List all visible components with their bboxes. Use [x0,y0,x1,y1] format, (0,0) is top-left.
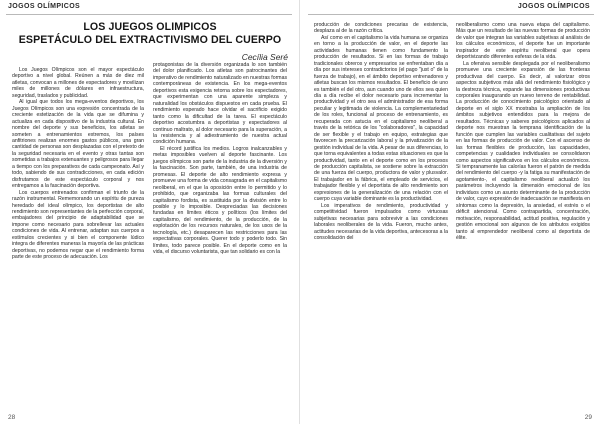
right-column-2 [456,22,590,413]
paragraph: El récord justifica los medios. Logros inalcanzables y metas imposibles vuelven al deporte fascinante. Los juegos olímpicos son parte de la industria de la diversión y la fascinación. Son parte, también, de una industria de promesas. El deporte de alto rendimiento expresa y promueve una forma de vida consagrada en el capitalismo neoliberal, en el que la oposición entre lo permitido y lo prohibido, que organizaba las formas culturales del capitalismo fordista, es sustituida por la división entre lo posible y lo imposible. Despreciadas las decisiones fundadas en límites éticos y políticos (los límites del capitalismo, del rendimiento, de la producción, de la explotación de los recursos naturales, de los usos de la tecnología, etc.) desaparecen las restricciones para las expectativas corporales. Querer todo y poderlo todo. Sin límites, todo parece posible. En el deporte como en la vida, el discurso voluntarista, que tan solidario es con la [153,145,287,256]
right-header-title: JOGOS OLÍMPICOS [517,3,590,10]
right-page-number: 29 [584,414,592,421]
paragraph: Los imperativos de rendimiento, productividad y competitividad fueron impulsados como virtuosas subjetivas necesarias para sobrevivir a las condiciones laborales neoliberales de la vida. Fueron, mucho antes, actitudes necesarias de la vida deportiva, antecesoras a la consolidación del [314,202,448,241]
right-column-1 [314,22,448,413]
paragraph: protagonistas de la diversión organizada lo son también del dolor planificado. Los atletas son patrocinantes del imperativo de rendimiento naturalizado en nuestras formas contemporáneas de existencia. En los mega-eventos deportivos esta exigencia retorna sobre los espectadores, que experimentan con una aparente simpleza y naturalidad los obstáculos dispuestos en cada prueba. El rendimiento esperado hace olvidar el sacrificio exigido tanto como la dificultad de la tarea. El espectáculo deportivo acostumbra a deportistas y espectadores al continuo maltrato, al dolor necesario para la superación, a la resistencia y al adiestramiento de nuestra actual condición humana. [153,62,288,146]
paragraph: Los Juegos Olímpicos son el mayor espectáculo deportivo a nivel global. Reúnen a más de diez mil atletas, convocan a millones de espectadores y movilizan miles de millones de dólares en infraestructura, seguridad, traslados y publicidad. [12,67,144,99]
left-column-2 [153,62,287,413]
left-column-1 [12,67,144,413]
right-page [300,0,600,424]
paragraph: Al igual que todos los mega-eventos deportivos, los Juegos Olímpicos son una expresión concentrada de la creciente estetización de la vida que se difumina y actualiza en cada dispositivo de la industria cultural. En nombre del deporte y sus beneficios, los atletas se someten a entrenamientos extremos, los países anfitriones realizan enormes gastos públicos, una gran cantidad de personas son desplazadas con el pretexto de la seguridad necesaria en el evento y otras tantas son sometidas a trabajos extenuantes y peligrosos para llegar a tiempo con los preparativos de cada campeonato. Así y todo, sabiendo de sus contradicciones, en cada edición disfrutamos de este espectáculo corporal y nos entregamos a la fascinación deportiva. [12,99,144,190]
paragraph: producción de condiciones precarias de existencia, desplaza al de la razón crítica. [314,22,448,35]
article-title-line-2: ESPETÁCULO DEL EXTRACTIVISMO DEL CUERPO [18,34,282,46]
left-header-rule [6,14,292,15]
article-title-line-1: LOS JUEGOS OLIMPICOS [83,21,217,33]
paragraph: neoliberalismo como una nueva etapa del capitalismo. Más que un resultado de las nuevas formas de producción de valor que integran las variables subjetivas al análisis de los cálculos económicos, el deporte fue un importante inspirador de este espíritu neoliberal que opera deportivizando diferentes esferas de la vida. [456,22,590,61]
paragraph: La ofensiva sensible desplegada por el neoliberalismo promueve una creciente expansión de las fronteras productivas del cuerpo. Es decir, al valorizar otros aspectos subjetivos más allá del rendimiento fisiológico y la destreza técnica, expande las dimensiones productivas corporales inaugurando un nuevo terreno de rentabilidad. La producción de conocimiento psicológico orientado al deporte en el siglo XX mostraba la ampliación de los ámbitos subjetivos entendidos para la mejora de resultados. Técnicas y saberes psicológicos aplicados al deporte nos muestran la temprana identificación de la función que cumplen las variables cualitativas del sujeto en las formas de producción de valor. Con el ascenso de las formas flexibles de producción, las capacidades, competencias y cualidades individuales se consolidaron como aspectos significativos en los cálculos económicos. Si tempranamente las calorías fueron el patrón de medida del rendimiento del cuerpo -y la fatiga su manifestación de agotamiento-, el capitalismo neoliberal actualizó los parámetros incluyendo la dimensión emocional de los individuos como un asunto determinante de la producción de valor, cuyo expresión de inadecuación se manifiesta en síntomas como la depresión, la ansiedad, el estrés o el déficit atencional. Como contrapartida, concentración, motivación, responsabilidad, actitud positiva, regulación y gestión emocional son algunos de los atributos exigidos tanto al emprendedor neoliberal como al deportista de élite. [456,60,590,241]
paragraph: Así como en el capitalismo la vida humana se organiza en torno a la producción de valor, en el deporte las actividades humanas tienen como fundamento la producción de resultados. Si en las formas de trabajo tradicionales obreros y empresarios se enfrentaban día a día por sus intereses contradictorios (el pago "just o" de la fuerza de trabajo), en el ámbito deportivo entrenadores y atletas buscan los mismos resultados. El beneficio de uno es también el del otro, aun cuando uno de ellos sea quien día a día recibe el dolor necesario para incrementar la productividad y el otro sea el administrador de esa forma peculiar y legitimada de violencia. La complementariedad de los roles, funcional al proceso de entrenamiento, es recuperada con astucia en el capitalismo neoliberal a través de la retórica de los "colaboradores", la capacidad de ser flexible y el trabajo en equipo, estrategias que favorecen la precarización laboral y la privatización de la gestión individual de la vida. A pesar de sus diferencias, lo que torna equivalentes a todas estas situaciones es que la productividad, tanto en el deporte como en los procesos de producción capitalista, se sostiene sobre la extracción de una fuerza del cuerpo, productora de valor y plusvalor. El trabajador en la fábrica, el empleado de servicios, el trabajador flexible y el deportista de alto rendimiento son expresiones de la generalización de una relación con el cuerpo cuya variable dominante es la productividad. [314,34,448,203]
article-author: Cecília Seré [241,52,288,62]
paragraph: Los cuerpos entrenados confirman el triunfo de la razón instrumental. Rememorando un espíritu de pureza heredado del ideal olímpico, los deportistas de alto rendimiento son representantes de la perfección corporal, embajadores del principio de adaptabilidad que se impone como necesario para sobrellevar las actuales condiciones de vida. Al entrenar, adaptan sus cuerpos a estímulos crecientes y si bien el componente lúdico integra de diferentes maneras la mayoría de las prácticas deportivas, no podemos negar que el rendimiento forma parte de este proceso de adecuación. Los [12,189,144,261]
right-header-rule [308,14,594,15]
article-title [10,21,290,47]
left-page-header [0,0,300,16]
left-header-title: JOGOS OLÍMPICOS [8,3,81,10]
left-page-number: 28 [8,414,16,421]
right-page-header [300,0,600,16]
